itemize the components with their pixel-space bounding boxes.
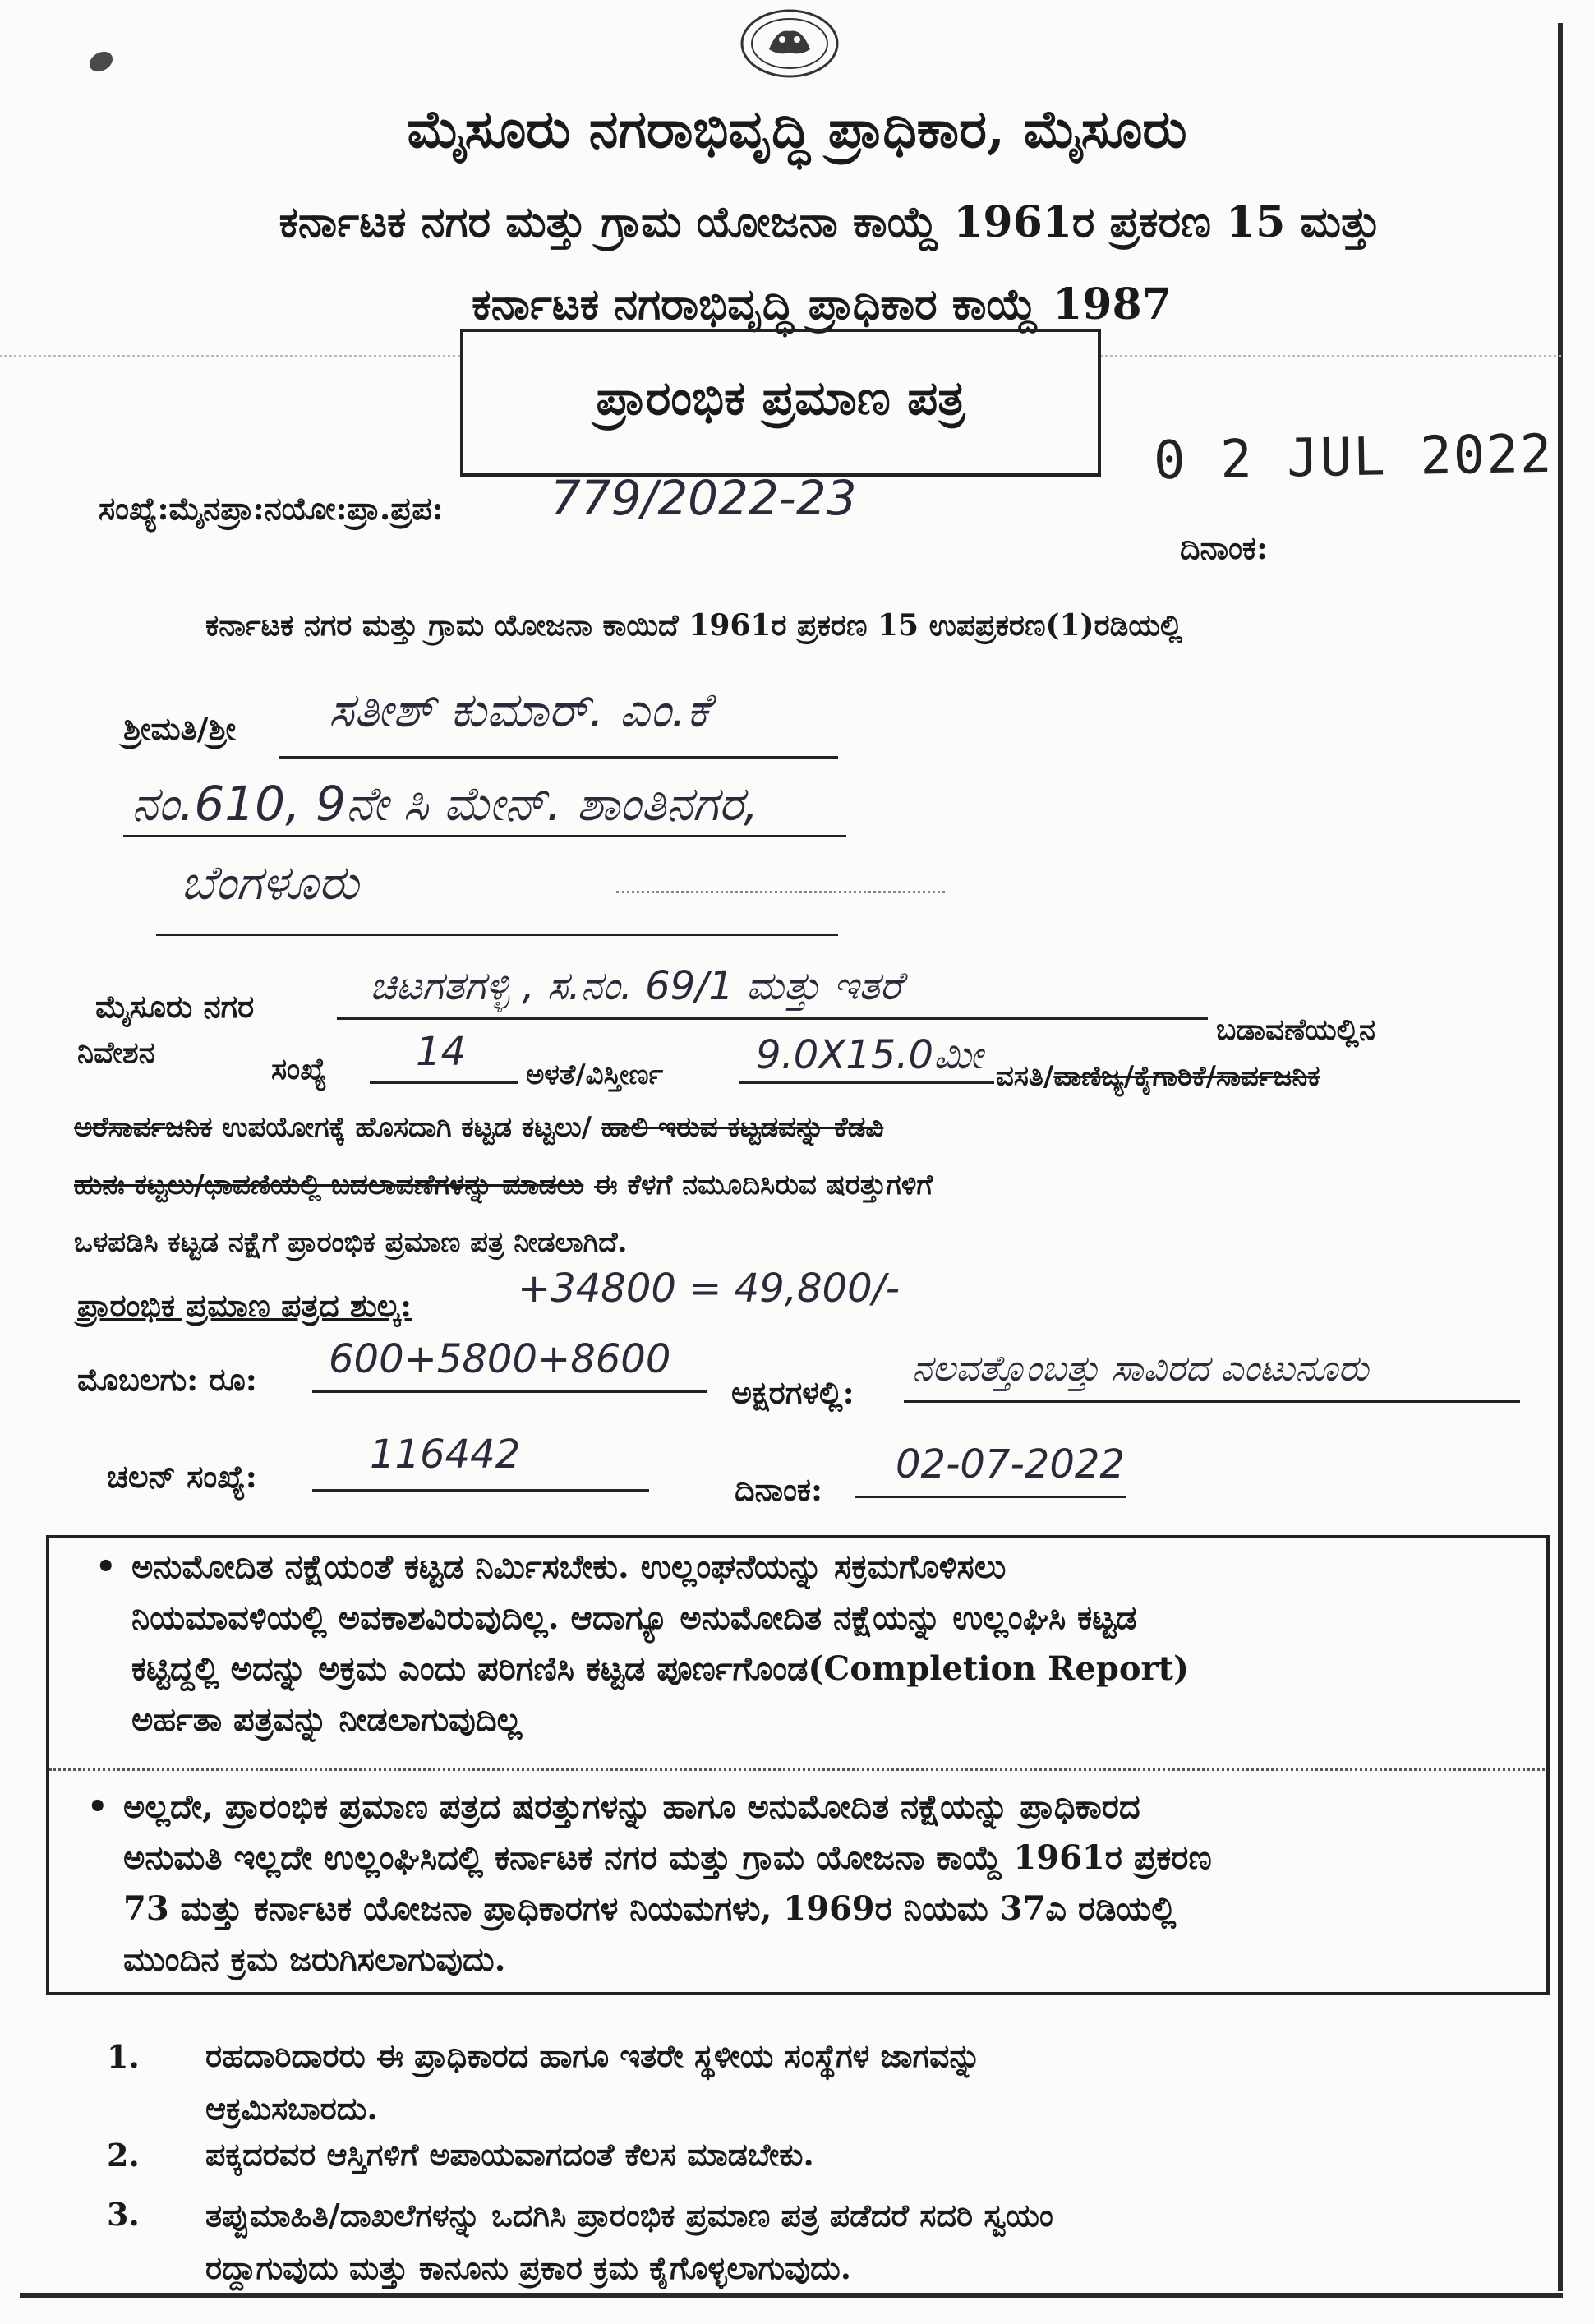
conditions-intro: ಈ ಕೆಳಗೆ ನಮೂದಿಸಿರುವ ಷರತ್ತುಗಳಿಗೆ <box>583 1169 933 1201</box>
condition-line: ರಹದಾರಿದಾರರು ಈ ಪ್ರಾಧಿಕಾರದ ಹಾಗೂ ಇತರೇ ಸ್ಥಳೀಯ ಸಂಸ್ಥೆಗಳ ಜಾಗವನ್ನು <box>205 2037 981 2074</box>
amount-label: ಮೊಬಲಗು: ರೂ: <box>77 1361 257 1398</box>
dimension-value: 9.0X15.0ಮೀ <box>756 1032 983 1078</box>
notice-line: ನಿಯಮಾವಳಿಯಲ್ಲಿ ಅವಕಾಶವಿರುವುದಿಲ್ಲ. ಆದಾಗ್ಯೂ ಅನುಮೋದಿತ ನಕ್ಷೆಯನ್ನು ಉಲ್ಲಂಘಿಸಿ ಕಟ್ಟಡ <box>131 1598 1137 1637</box>
city-label: ಮೈಸೂರು ನಗರ <box>95 988 255 1025</box>
ink-blot <box>86 48 117 76</box>
new-construction-text: ಉಪಯೋಗಕ್ಕೆ ಹೊಸದಾಗಿ ಕಟ್ಟಡ ಕಟ್ಟಲು/ <box>212 1111 601 1144</box>
condition-number: 1. <box>107 2038 140 2075</box>
amount-value: 600+5800+8600 <box>329 1336 671 1382</box>
authority-heading: ಮೈಸೂರು ನಗರಾಭಿವೃದ್ಧಿ ಪ್ರಾಧಿಕಾರ, ಮೈಸೂರು <box>407 99 1187 160</box>
condition-3 <box>205 2189 1053 2294</box>
semi-public-struck: ಅರೆಸಾರ್ವಜನಿಕ <box>74 1111 213 1144</box>
usage-line-4 <box>74 1169 933 1201</box>
site-label: ನಿವೇಶನ <box>77 1035 155 1070</box>
applicant-label: ಶ್ರೀಮತಿ/ಶ್ರೀ <box>123 710 237 747</box>
location-underline <box>337 1017 1208 1020</box>
reference-number-value: 779/2022-23 <box>551 470 857 526</box>
layout-suffix: ಬಡಾವಣೆಯಲ್ಲಿನ <box>1216 1012 1375 1047</box>
dotted-rule <box>1101 355 1561 357</box>
notice-line: ಮುಂದಿನ ಕ್ರಮ ಜರುಗಿಸಲಾಗುವುದು. <box>123 1940 506 1979</box>
amount-underline <box>312 1390 707 1393</box>
condition-line: ಪಕ್ಕದರವರ ಆಸ್ತಿಗಳಿಗೆ ಅಪಾಯವಾಗದಂತೆ ಕೆಲಸ ಮಾಡಬೇಕು. <box>205 2136 814 2173</box>
address-line1: ನಂ.610, 9ನೇ ಸಿ ಮೇನ್. ಶಾಂತಿನಗರ, <box>131 776 759 832</box>
notice-line: ಕಟ್ಟಿದ್ದಲ್ಲಿ ಅದನ್ನು ಅಕ್ರಮ ಎಂದು ಪರಿಗಣಿಸಿ ಕಟ್ಟಡ ಪೂರ್ಣಗೊಂಡ(Completion Report) <box>131 1649 1189 1688</box>
demolish-struck: ಹಾಲಿ ಇರುವ ಕಟ್ಟಡವನ್ನು ಕೆಡವಿ <box>601 1111 884 1144</box>
rebuild-struck: ಹುನಃ ಕಟ್ಟಲು/ಛಾವಣಿಯಲ್ಲಿ ಬದಲಾವಣೆಗಳನ್ನು ಮಾಡಲು <box>74 1169 584 1201</box>
name-underline <box>279 756 838 759</box>
address-underline <box>156 934 838 936</box>
dimension-underline <box>739 1081 994 1084</box>
notice-line: ಅನುಮೋದಿತ ನಕ್ಷೆಯಂತೆ ಕಟ್ಟಡ ನಿರ್ಮಿಸಬೇಕು. ಉಲ್ಲಂಘನೆಯನ್ನು ಸಕ್ರಮಗೊಳಿಸಲು <box>131 1547 1007 1586</box>
condition-1 <box>205 2030 981 2135</box>
challan-date-value: 02-07-2022 <box>896 1441 1125 1487</box>
reference-number-label: ಸಂಖ್ಯೆ:ಮೈನಪ್ರಾ:ನಯೋ:ಪ್ರಾ.ಪ್ರಪ: <box>99 490 444 527</box>
site-number-value: 14 <box>416 1029 467 1075</box>
words-underline <box>904 1400 1520 1403</box>
act-heading-line2: ಕರ್ನಾಟಕ ನಗರಾಭಿವೃದ್ಧಿ ಪ್ರಾಧಿಕಾರ ಕಾಯ್ದೆ 1987 <box>472 279 1172 330</box>
notice-line: ಅರ್ಹತಾ ಪತ್ರವನ್ನು ನೀಡಲಾಗುವುದಿಲ್ಲ <box>131 1700 523 1739</box>
challan-date-label: ದಿನಾಂಕ: <box>735 1471 823 1508</box>
date-stamp: 0 2 JUL 2022 <box>1153 423 1554 492</box>
intro-text: ಕರ್ನಾಟಕ ನಗರ ಮತ್ತು ಗ್ರಾಮ ಯೋಜನಾ ಕಾಯಿದೆ 1961ರ ಪ್ರಕರಣ 15 ಉಪಪ್ರಕರಣ(1)ರಡಿಯಲ್ಲಿ <box>205 608 1183 643</box>
fee-value: +34800 = 49,800/- <box>518 1266 901 1312</box>
address-underline <box>123 835 846 837</box>
usage-line-3 <box>74 1111 883 1144</box>
issued-text: ಒಳಪಡಿಸಿ ಕಟ್ಟಡ ನಕ್ಷೆಗೆ ಪ್ರಾರಂಭಿಕ ಪ್ರಮಾಣ ಪತ್ರ ನೀಡಲಾಗಿದೆ. <box>74 1226 628 1259</box>
bullet-icon: • <box>95 1547 117 1586</box>
condition-line: ಆಕ್ರಮಿಸಬಾರದು. <box>205 2090 378 2127</box>
location-value: ಚಿಟಗತಗಳ್ಳಿ , ಸ.ನಂ. 69/1 ಮತ್ತು ಇತರೆ <box>370 963 902 1009</box>
site-number-label: ಸಂಖ್ಯೆ <box>271 1052 327 1086</box>
site-number-underline <box>370 1081 518 1084</box>
dimension-label: ಅಳತೆ/ವಿಸ್ತೀರ್ಣ <box>526 1058 664 1091</box>
authority-seal-icon <box>736 7 843 81</box>
usage-line <box>996 1060 1320 1093</box>
applicant-name: ಸತೀಶ್ ಕುಮಾರ್. ಎಂ.ಕೆ <box>329 682 710 738</box>
challan-underline <box>312 1489 649 1492</box>
reference-date-label: ದಿನಾಂಕ: <box>1180 529 1269 566</box>
certificate-title: ಪ್ರಾರಂಭಿಕ ಪ್ರಮಾಣ ಪತ್ರ <box>596 370 965 426</box>
dotted-rule <box>0 355 460 357</box>
notice-1 <box>95 1542 1189 1745</box>
address-line2: ಬೆಂಗಳೂರು <box>181 855 359 911</box>
condition-line: ತಪ್ಪುಮಾಹಿತಿ/ದಾಖಲೆಗಳನ್ನು ಒದಗಿಸಿ ಪ್ರಾರಂಭಿಕ ಪ್ರಮಾಣ ಪತ್ರ ಪಡೆದರೆ ಸದರಿ ಸ್ವಯಂ <box>205 2197 1053 2234</box>
challan-value: 116442 <box>370 1432 521 1478</box>
notice-line: 73 ಮತ್ತು ಕರ್ನಾಟಕ ಯೋಜನಾ ಪ್ರಾಧಿಕಾರಗಳ ನಿಯಮಗಳು, 1969ರ ನಿಯಮ 37ಎ ರಡಿಯಲ್ಲಿ <box>123 1889 1177 1928</box>
usage-residential: ವಸತಿ/ <box>996 1060 1054 1093</box>
dotted-rule <box>616 891 945 893</box>
challan-label: ಚಲನ್ ಸಂಖ್ಯೆ: <box>107 1458 257 1495</box>
bullet-icon: • <box>87 1787 108 1826</box>
fee-label: ಪ್ರಾರಂಭಿಕ ಪ್ರಮಾಣ ಪತ್ರದ ಶುಲ್ಕ: <box>77 1287 412 1324</box>
notice-2 <box>87 1782 1212 1985</box>
condition-2 <box>205 2128 814 2181</box>
words-value: ನಲವತ್ತೊಂಬತ್ತು ಸಾವಿರದ ಎಂಟುನೂರು <box>912 1348 1369 1390</box>
notice-divider <box>49 1768 1545 1771</box>
condition-number: 2. <box>107 2137 140 2174</box>
condition-line: ರದ್ದಾಗುವುದು ಮತ್ತು ಕಾನೂನು ಪ್ರಕಾರ ಕ್ರಮ ಕೈಗೊಳ್ಳಲಾಗುವುದು. <box>205 2249 851 2286</box>
notice-line: ಅಲ್ಲದೇ, ಪ್ರಾರಂಭಿಕ ಪ್ರಮಾಣ ಪತ್ರದ ಷರತ್ತುಗಳನ್ನು ಹಾಗೂ ಅನುಮೋದಿತ ನಕ್ಷೆಯನ್ನು ಪ್ರಾಧಿಕಾರದ <box>123 1787 1140 1826</box>
usage-struck: ವಾಣಿಜ್ಯ/ಕೈಗಾರಿಕೆ/ಸಾರ್ವಜನಿಕ <box>1053 1060 1320 1093</box>
certificate-title-box <box>460 329 1101 477</box>
page-border-right <box>1558 23 1563 2291</box>
act-heading-line1: ಕರ್ನಾಟಕ ನಗರ ಮತ್ತು ಗ್ರಾಮ ಯೋಜನಾ ಕಾಯ್ದೆ 1961ರ ಪ್ರಕರಣ 15 ಮತ್ತು <box>279 197 1381 247</box>
challan-date-underline <box>855 1496 1126 1498</box>
notice-line: ಅನುಮತಿ ಇಲ್ಲದೇ ಉಲ್ಲಂಘಿಸಿದಲ್ಲಿ ಕರ್ನಾಟಕ ನಗರ ಮತ್ತು ಗ್ರಾಮ ಯೋಜನಾ ಕಾಯ್ದೆ 1961ರ ಪ್ರಕರಣ <box>123 1838 1212 1877</box>
words-label: ಅಕ್ಷರಗಳಲ್ಲಿ: <box>731 1374 855 1411</box>
condition-number: 3. <box>107 2196 140 2233</box>
